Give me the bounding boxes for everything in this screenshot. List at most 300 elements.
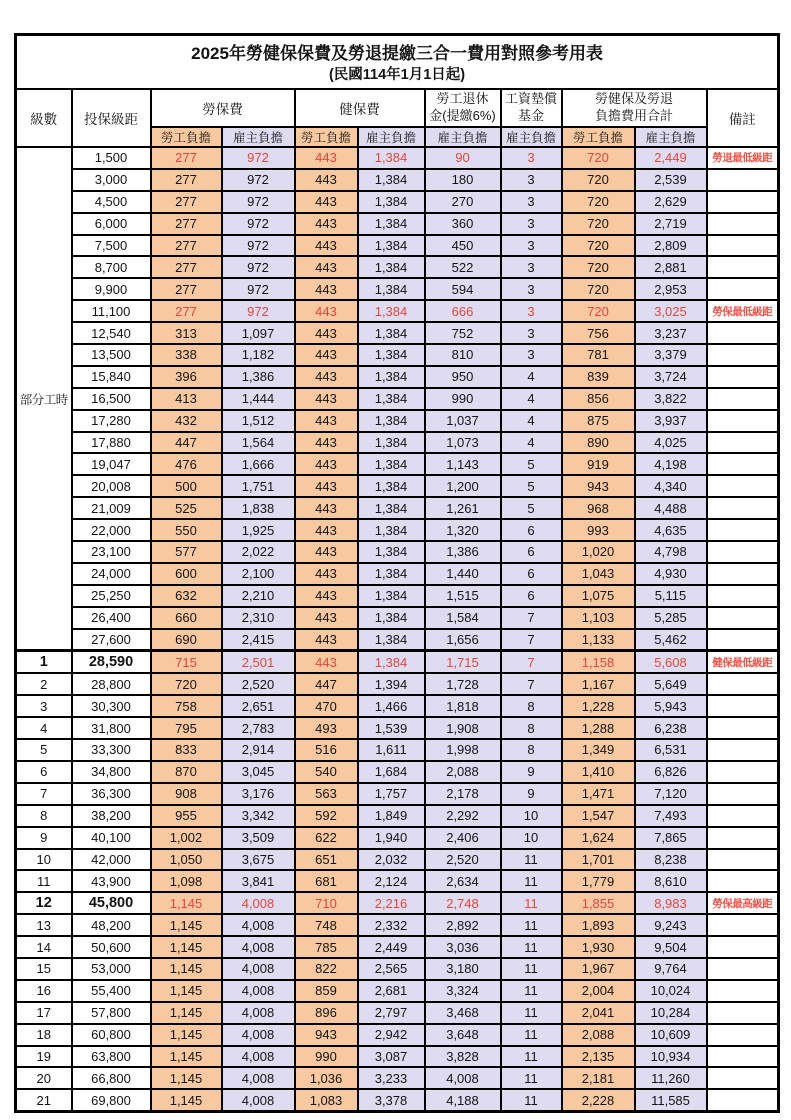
fee-cell: 1,384	[358, 322, 425, 344]
level-cell: 3	[16, 695, 72, 717]
fee-cell: 1,384	[358, 388, 425, 410]
note-cell	[707, 278, 779, 300]
note-cell	[707, 475, 779, 497]
table-row	[16, 1046, 779, 1068]
fee-cell: 1,818	[425, 695, 501, 717]
fee-cell: 9,504	[635, 936, 707, 958]
fee-cell: 443	[295, 475, 358, 497]
fee-cell: 1,145	[151, 1046, 222, 1068]
subheader-total-employee: 勞工負擔	[562, 127, 635, 147]
fee-cell: 3	[501, 147, 562, 169]
fee-cell: 3,379	[635, 344, 707, 366]
fee-cell: 396	[151, 366, 222, 388]
fee-cell: 1,002	[151, 827, 222, 849]
level-cell: 13	[16, 914, 72, 936]
fee-cell: 7	[501, 651, 562, 673]
bracket-cell: 38,200	[72, 805, 151, 827]
fee-cell: 4,008	[222, 980, 295, 1002]
fee-cell: 972	[222, 256, 295, 278]
fee-cell: 896	[295, 1002, 358, 1024]
fee-cell: 666	[425, 300, 501, 322]
fee-cell: 720	[562, 235, 635, 257]
fee-cell: 720	[562, 191, 635, 213]
table-row	[16, 914, 779, 936]
bracket-cell: 45,800	[72, 892, 151, 914]
fee-cell: 1,564	[222, 432, 295, 454]
fee-cell: 443	[295, 322, 358, 344]
fee-cell: 9	[501, 761, 562, 783]
table-row	[16, 344, 779, 366]
table-row	[16, 235, 779, 257]
fee-cell: 756	[562, 322, 635, 344]
level-cell: 20	[16, 1067, 72, 1089]
fee-cell: 592	[295, 805, 358, 827]
fee-cell: 3	[501, 278, 562, 300]
level-cell: 6	[16, 761, 72, 783]
fee-cell: 1,757	[358, 783, 425, 805]
bracket-cell: 17,280	[72, 410, 151, 432]
fee-cell: 493	[295, 717, 358, 739]
fee-cell: 6,238	[635, 717, 707, 739]
fee-cell: 8	[501, 739, 562, 761]
fee-cell: 5,285	[635, 607, 707, 629]
bracket-cell: 28,590	[72, 651, 151, 673]
fee-cell: 6	[501, 541, 562, 563]
fee-cell: 8	[501, 717, 562, 739]
fee-cell: 856	[562, 388, 635, 410]
table-row	[16, 892, 779, 914]
fee-cell: 413	[151, 388, 222, 410]
fee-cell: 2,216	[358, 892, 425, 914]
fee-cell: 1,656	[425, 629, 501, 651]
fee-cell: 10	[501, 805, 562, 827]
part-time-label: 部分工時	[16, 147, 72, 651]
note-cell	[707, 936, 779, 958]
fee-cell: 2,100	[222, 563, 295, 585]
level-cell: 1	[16, 651, 72, 673]
note-cell	[707, 695, 779, 717]
fee-cell: 2,449	[358, 936, 425, 958]
fee-cell: 443	[295, 410, 358, 432]
bracket-cell: 55,400	[72, 980, 151, 1002]
fee-cell: 1,200	[425, 475, 501, 497]
fee-cell: 577	[151, 541, 222, 563]
fee-cell: 270	[425, 191, 501, 213]
bracket-cell: 1,500	[72, 147, 151, 169]
fee-cell: 1,384	[358, 410, 425, 432]
fee-cell: 10,609	[635, 1024, 707, 1046]
bracket-cell: 31,800	[72, 717, 151, 739]
bracket-cell: 30,300	[72, 695, 151, 717]
fee-cell: 1,838	[222, 497, 295, 519]
fee-cell: 2,634	[425, 870, 501, 892]
fee-cell: 2,310	[222, 607, 295, 629]
fee-cell: 443	[295, 497, 358, 519]
fee-cell: 2,088	[562, 1024, 635, 1046]
fee-cell: 3	[501, 191, 562, 213]
fee-cell: 1,097	[222, 322, 295, 344]
fee-cell: 1,908	[425, 717, 501, 739]
fee-cell: 5,462	[635, 629, 707, 651]
fee-cell: 1,624	[562, 827, 635, 849]
note-cell	[707, 432, 779, 454]
table-row	[16, 497, 779, 519]
note-cell	[707, 169, 779, 191]
fee-cell: 2,520	[425, 849, 501, 871]
fee-cell: 972	[222, 278, 295, 300]
fee-cell: 785	[295, 936, 358, 958]
bracket-cell: 16,500	[72, 388, 151, 410]
note-cell	[707, 585, 779, 607]
fee-cell: 4,025	[635, 432, 707, 454]
fee-cell: 968	[562, 497, 635, 519]
note-cell	[707, 673, 779, 695]
subheader-wage-fund-employer: 雇主負擔	[501, 127, 562, 147]
fee-cell: 4,008	[222, 1002, 295, 1024]
fee-cell: 720	[562, 256, 635, 278]
fee-cell: 7	[501, 607, 562, 629]
fee-cell: 2,953	[635, 278, 707, 300]
fee-cell: 3,822	[635, 388, 707, 410]
fee-cell: 6,826	[635, 761, 707, 783]
note-cell	[707, 1089, 779, 1111]
fee-cell: 943	[295, 1024, 358, 1046]
fee-cell: 3,324	[425, 980, 501, 1002]
fee-cell: 447	[295, 673, 358, 695]
fee-cell: 990	[295, 1046, 358, 1068]
fee-cell: 522	[425, 256, 501, 278]
fee-cell: 1,073	[425, 432, 501, 454]
fee-cell: 1,512	[222, 410, 295, 432]
fee-cell: 4	[501, 410, 562, 432]
fee-cell: 651	[295, 849, 358, 871]
fee-cell: 5,649	[635, 673, 707, 695]
bracket-cell: 36,300	[72, 783, 151, 805]
fee-cell: 4,635	[635, 519, 707, 541]
note-cell	[707, 366, 779, 388]
fee-cell: 1,261	[425, 497, 501, 519]
fee-cell: 1,167	[562, 673, 635, 695]
fee-cell: 720	[562, 213, 635, 235]
table-row	[16, 761, 779, 783]
fee-cell: 4,488	[635, 497, 707, 519]
table-row	[16, 169, 779, 191]
fee-cell: 2,135	[562, 1046, 635, 1068]
fee-cell: 748	[295, 914, 358, 936]
fee-cell: 11	[501, 958, 562, 980]
fee-cell: 476	[151, 453, 222, 475]
fee-cell: 3,675	[222, 849, 295, 871]
fee-cell: 758	[151, 695, 222, 717]
level-cell: 4	[16, 717, 72, 739]
fee-cell: 3,045	[222, 761, 295, 783]
fee-cell: 681	[295, 870, 358, 892]
bracket-cell: 9,900	[72, 278, 151, 300]
note-cell	[707, 541, 779, 563]
fee-cell: 1,849	[358, 805, 425, 827]
fee-cell: 11	[501, 870, 562, 892]
subtitle-text: (民國114年1月1日起)	[328, 67, 466, 84]
fee-cell: 277	[151, 169, 222, 191]
fee-cell: 2,914	[222, 739, 295, 761]
note-cell	[707, 717, 779, 739]
fee-cell: 1,384	[358, 235, 425, 257]
note-cell	[707, 453, 779, 475]
bracket-cell: 60,800	[72, 1024, 151, 1046]
fee-cell: 2,748	[425, 892, 501, 914]
level-cell: 15	[16, 958, 72, 980]
fee-cell: 632	[151, 585, 222, 607]
fee-cell: 720	[151, 673, 222, 695]
fee-cell: 972	[222, 169, 295, 191]
fee-cell: 8,983	[635, 892, 707, 914]
fee-cell: 11	[501, 849, 562, 871]
note-cell: 勞保最低級距	[707, 300, 779, 322]
fee-cell: 5,608	[635, 651, 707, 673]
total-header-line1: 勞健保及勞退	[594, 91, 673, 107]
fee-cell: 1,930	[562, 936, 635, 958]
level-cell: 10	[16, 849, 72, 871]
fee-cell: 1,893	[562, 914, 635, 936]
fee-cell: 1,103	[562, 607, 635, 629]
fee-cell: 1,050	[151, 849, 222, 871]
subheader-labor-employee: 勞工負擔	[151, 127, 222, 147]
fee-cell: 972	[222, 213, 295, 235]
fee-cell: 6	[501, 585, 562, 607]
fee-cell: 4	[501, 388, 562, 410]
bracket-cell: 19,047	[72, 453, 151, 475]
note-cell	[707, 980, 779, 1002]
fee-cell: 1,940	[358, 827, 425, 849]
table-row	[16, 717, 779, 739]
fee-cell: 3,233	[358, 1067, 425, 1089]
table-row	[16, 805, 779, 827]
fee-cell: 1,384	[358, 169, 425, 191]
fee-cell: 2,088	[425, 761, 501, 783]
fee-cell: 943	[562, 475, 635, 497]
fee-cell: 2,004	[562, 980, 635, 1002]
fee-cell: 1,384	[358, 366, 425, 388]
fee-cell: 710	[295, 892, 358, 914]
fee-cell: 10,934	[635, 1046, 707, 1068]
table-row	[16, 147, 779, 169]
table-row	[16, 541, 779, 563]
fee-cell: 1,547	[562, 805, 635, 827]
fee-cell: 1,384	[358, 256, 425, 278]
fee-cell: 2,041	[562, 1002, 635, 1024]
fee-cell: 450	[425, 235, 501, 257]
fee-cell: 720	[562, 300, 635, 322]
fee-cell: 3,468	[425, 1002, 501, 1024]
note-cell	[707, 958, 779, 980]
table-row	[16, 213, 779, 235]
table-row	[16, 388, 779, 410]
note-cell: 健保最低級距	[707, 651, 779, 673]
bracket-cell: 24,000	[72, 563, 151, 585]
note-cell	[707, 344, 779, 366]
fee-cell: 1,145	[151, 1024, 222, 1046]
note-cell: 勞保最高級距	[707, 892, 779, 914]
fee-cell: 1,701	[562, 849, 635, 871]
fee-cell: 3,176	[222, 783, 295, 805]
fee-cell: 2,178	[425, 783, 501, 805]
fee-cell: 1,715	[425, 651, 501, 673]
note-cell	[707, 497, 779, 519]
fee-cell: 1,384	[358, 585, 425, 607]
fee-cell: 2,681	[358, 980, 425, 1002]
fee-cell: 443	[295, 563, 358, 585]
fee-cell: 1,728	[425, 673, 501, 695]
fee-cell: 2,629	[635, 191, 707, 213]
fee-cell: 1,384	[358, 344, 425, 366]
fee-cell: 1,384	[358, 432, 425, 454]
bracket-cell: 28,800	[72, 673, 151, 695]
table-row	[16, 936, 779, 958]
table-row	[16, 191, 779, 213]
fee-cell: 1,143	[425, 453, 501, 475]
fee-cell: 1,967	[562, 958, 635, 980]
fee-cell: 7,120	[635, 783, 707, 805]
fee-cell: 9	[501, 783, 562, 805]
fee-cell: 443	[295, 541, 358, 563]
fee-cell: 890	[562, 432, 635, 454]
level-cell: 17	[16, 1002, 72, 1024]
fee-cell: 2,124	[358, 870, 425, 892]
fee-cell: 1,611	[358, 739, 425, 761]
fee-cell: 443	[295, 147, 358, 169]
table-row	[16, 563, 779, 585]
fee-cell: 443	[295, 629, 358, 651]
fee-cell: 3,724	[635, 366, 707, 388]
fee-cell: 2,210	[222, 585, 295, 607]
fee-cell: 3,180	[425, 958, 501, 980]
col-header-labor-fee: 勞保費	[151, 89, 295, 127]
bracket-cell: 11,100	[72, 300, 151, 322]
bracket-cell: 21,009	[72, 497, 151, 519]
level-cell: 9	[16, 827, 72, 849]
fee-cell: 9,764	[635, 958, 707, 980]
fee-cell: 432	[151, 410, 222, 432]
fee-cell: 950	[425, 366, 501, 388]
fee-table	[14, 33, 780, 1113]
col-header-wage-fund	[501, 89, 562, 127]
fee-cell: 6	[501, 563, 562, 585]
fee-cell: 2,449	[635, 147, 707, 169]
fee-cell: 1,539	[358, 717, 425, 739]
table-row	[16, 519, 779, 541]
fee-cell: 1,684	[358, 761, 425, 783]
fee-cell: 1,320	[425, 519, 501, 541]
bracket-cell: 20,008	[72, 475, 151, 497]
fee-cell: 2,292	[425, 805, 501, 827]
fee-cell: 500	[151, 475, 222, 497]
note-cell	[707, 805, 779, 827]
fee-cell: 3,937	[635, 410, 707, 432]
fee-cell: 2,565	[358, 958, 425, 980]
level-cell: 16	[16, 980, 72, 1002]
fee-cell: 5,943	[635, 695, 707, 717]
fee-cell: 360	[425, 213, 501, 235]
bracket-cell: 8,700	[72, 256, 151, 278]
fee-cell: 752	[425, 322, 501, 344]
note-cell	[707, 739, 779, 761]
fee-cell: 1,349	[562, 739, 635, 761]
fee-cell: 1,666	[222, 453, 295, 475]
subheader-labor-employer: 雇主負擔	[222, 127, 295, 147]
fee-cell: 10,024	[635, 980, 707, 1002]
table-row	[16, 1024, 779, 1046]
fee-cell: 3,841	[222, 870, 295, 892]
subheader-health-employer: 雇主負擔	[358, 127, 425, 147]
fee-cell: 8	[501, 695, 562, 717]
fee-cell: 540	[295, 761, 358, 783]
table-row	[16, 475, 779, 497]
bracket-cell: 57,800	[72, 1002, 151, 1024]
fee-cell: 720	[562, 147, 635, 169]
fee-cell: 11	[501, 914, 562, 936]
fee-cell: 919	[562, 453, 635, 475]
table-row	[16, 958, 779, 980]
table-row	[16, 629, 779, 651]
fee-cell: 1,444	[222, 388, 295, 410]
fee-cell: 4,008	[222, 892, 295, 914]
fee-cell: 7,865	[635, 827, 707, 849]
note-cell	[707, 607, 779, 629]
fee-cell: 4	[501, 366, 562, 388]
wage-fund-header-line2: 基金	[517, 108, 544, 123]
fee-cell: 7,493	[635, 805, 707, 827]
fee-cell: 11	[501, 1002, 562, 1024]
fee-cell: 1,394	[358, 673, 425, 695]
fee-cell: 4,008	[222, 1067, 295, 1089]
bracket-cell: 4,500	[72, 191, 151, 213]
fee-cell: 3,036	[425, 936, 501, 958]
fee-cell: 443	[295, 388, 358, 410]
level-cell: 5	[16, 739, 72, 761]
fee-cell: 1,075	[562, 585, 635, 607]
fee-cell: 972	[222, 147, 295, 169]
fee-cell: 443	[295, 169, 358, 191]
note-cell: 勞退最低級距	[707, 147, 779, 169]
fee-cell: 470	[295, 695, 358, 717]
fee-cell: 3,828	[425, 1046, 501, 1068]
table-title	[16, 35, 779, 90]
fee-cell: 1,440	[425, 563, 501, 585]
fee-cell: 1,384	[358, 300, 425, 322]
pension-header-line1: 勞工退休	[436, 91, 489, 107]
fee-cell: 563	[295, 783, 358, 805]
bracket-cell: 66,800	[72, 1067, 151, 1089]
fee-cell: 1,020	[562, 541, 635, 563]
fee-cell: 4,008	[222, 936, 295, 958]
fee-cell: 1,855	[562, 892, 635, 914]
table-row	[16, 453, 779, 475]
note-cell	[707, 629, 779, 651]
fee-cell: 859	[295, 980, 358, 1002]
fee-cell: 600	[151, 563, 222, 585]
fee-cell: 1,145	[151, 936, 222, 958]
fee-cell: 9,243	[635, 914, 707, 936]
note-cell	[707, 235, 779, 257]
fee-cell: 11,585	[635, 1089, 707, 1111]
fee-cell: 11	[501, 1067, 562, 1089]
fee-cell: 1,925	[222, 519, 295, 541]
note-cell	[707, 519, 779, 541]
note-cell	[707, 849, 779, 871]
fee-cell: 8,238	[635, 849, 707, 871]
fee-cell: 1,384	[358, 191, 425, 213]
bracket-cell: 33,300	[72, 739, 151, 761]
